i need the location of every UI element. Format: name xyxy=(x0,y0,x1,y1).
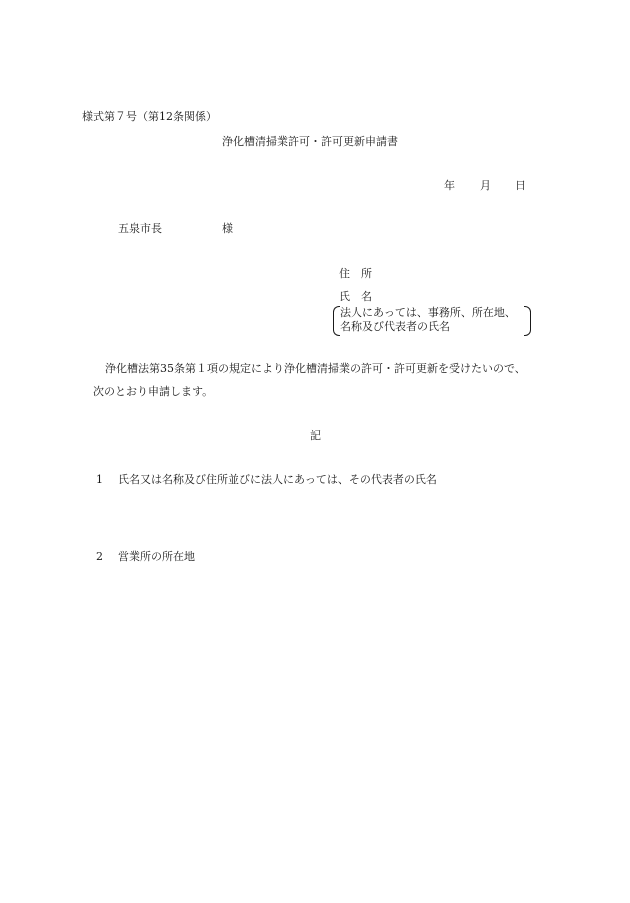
corporate-note-line2: 名称及び代表者の氏名 xyxy=(340,320,450,333)
date-year-label: 年 xyxy=(444,179,455,192)
name-label: 氏 名 xyxy=(339,290,372,303)
address-label: 住 所 xyxy=(339,267,372,280)
addressee-honorific: 様 xyxy=(222,222,233,235)
ki-heading: 記 xyxy=(310,429,321,442)
form-number: 様式第７号（第12条関係） xyxy=(82,110,217,123)
body-line-1: 浄化槽法第35条第１項の規定により浄化槽清掃業の許可・許可更新を受けたいので、 xyxy=(105,362,526,375)
date-day-label: 日 xyxy=(515,179,526,192)
item-number: 1 xyxy=(96,473,103,486)
date-month-label: 月 xyxy=(480,179,491,192)
item-text: 氏名又は名称及び住所並びに法人にあっては、その代表者の氏名 xyxy=(118,473,437,486)
right-bracket xyxy=(524,306,531,336)
corporate-note-line1: 法人にあっては、事務所、所在地、 xyxy=(340,306,516,319)
body-line-2: 次のとおり申請します。 xyxy=(93,385,214,398)
corporate-note xyxy=(333,306,531,334)
addressee-mayor: 五泉市長 xyxy=(118,222,162,235)
document-title: 浄化槽清掃業許可・許可更新申請書 xyxy=(222,135,398,148)
item-number: 2 xyxy=(96,550,103,563)
left-bracket xyxy=(333,306,340,336)
item-text: 営業所の所在地 xyxy=(118,550,195,563)
